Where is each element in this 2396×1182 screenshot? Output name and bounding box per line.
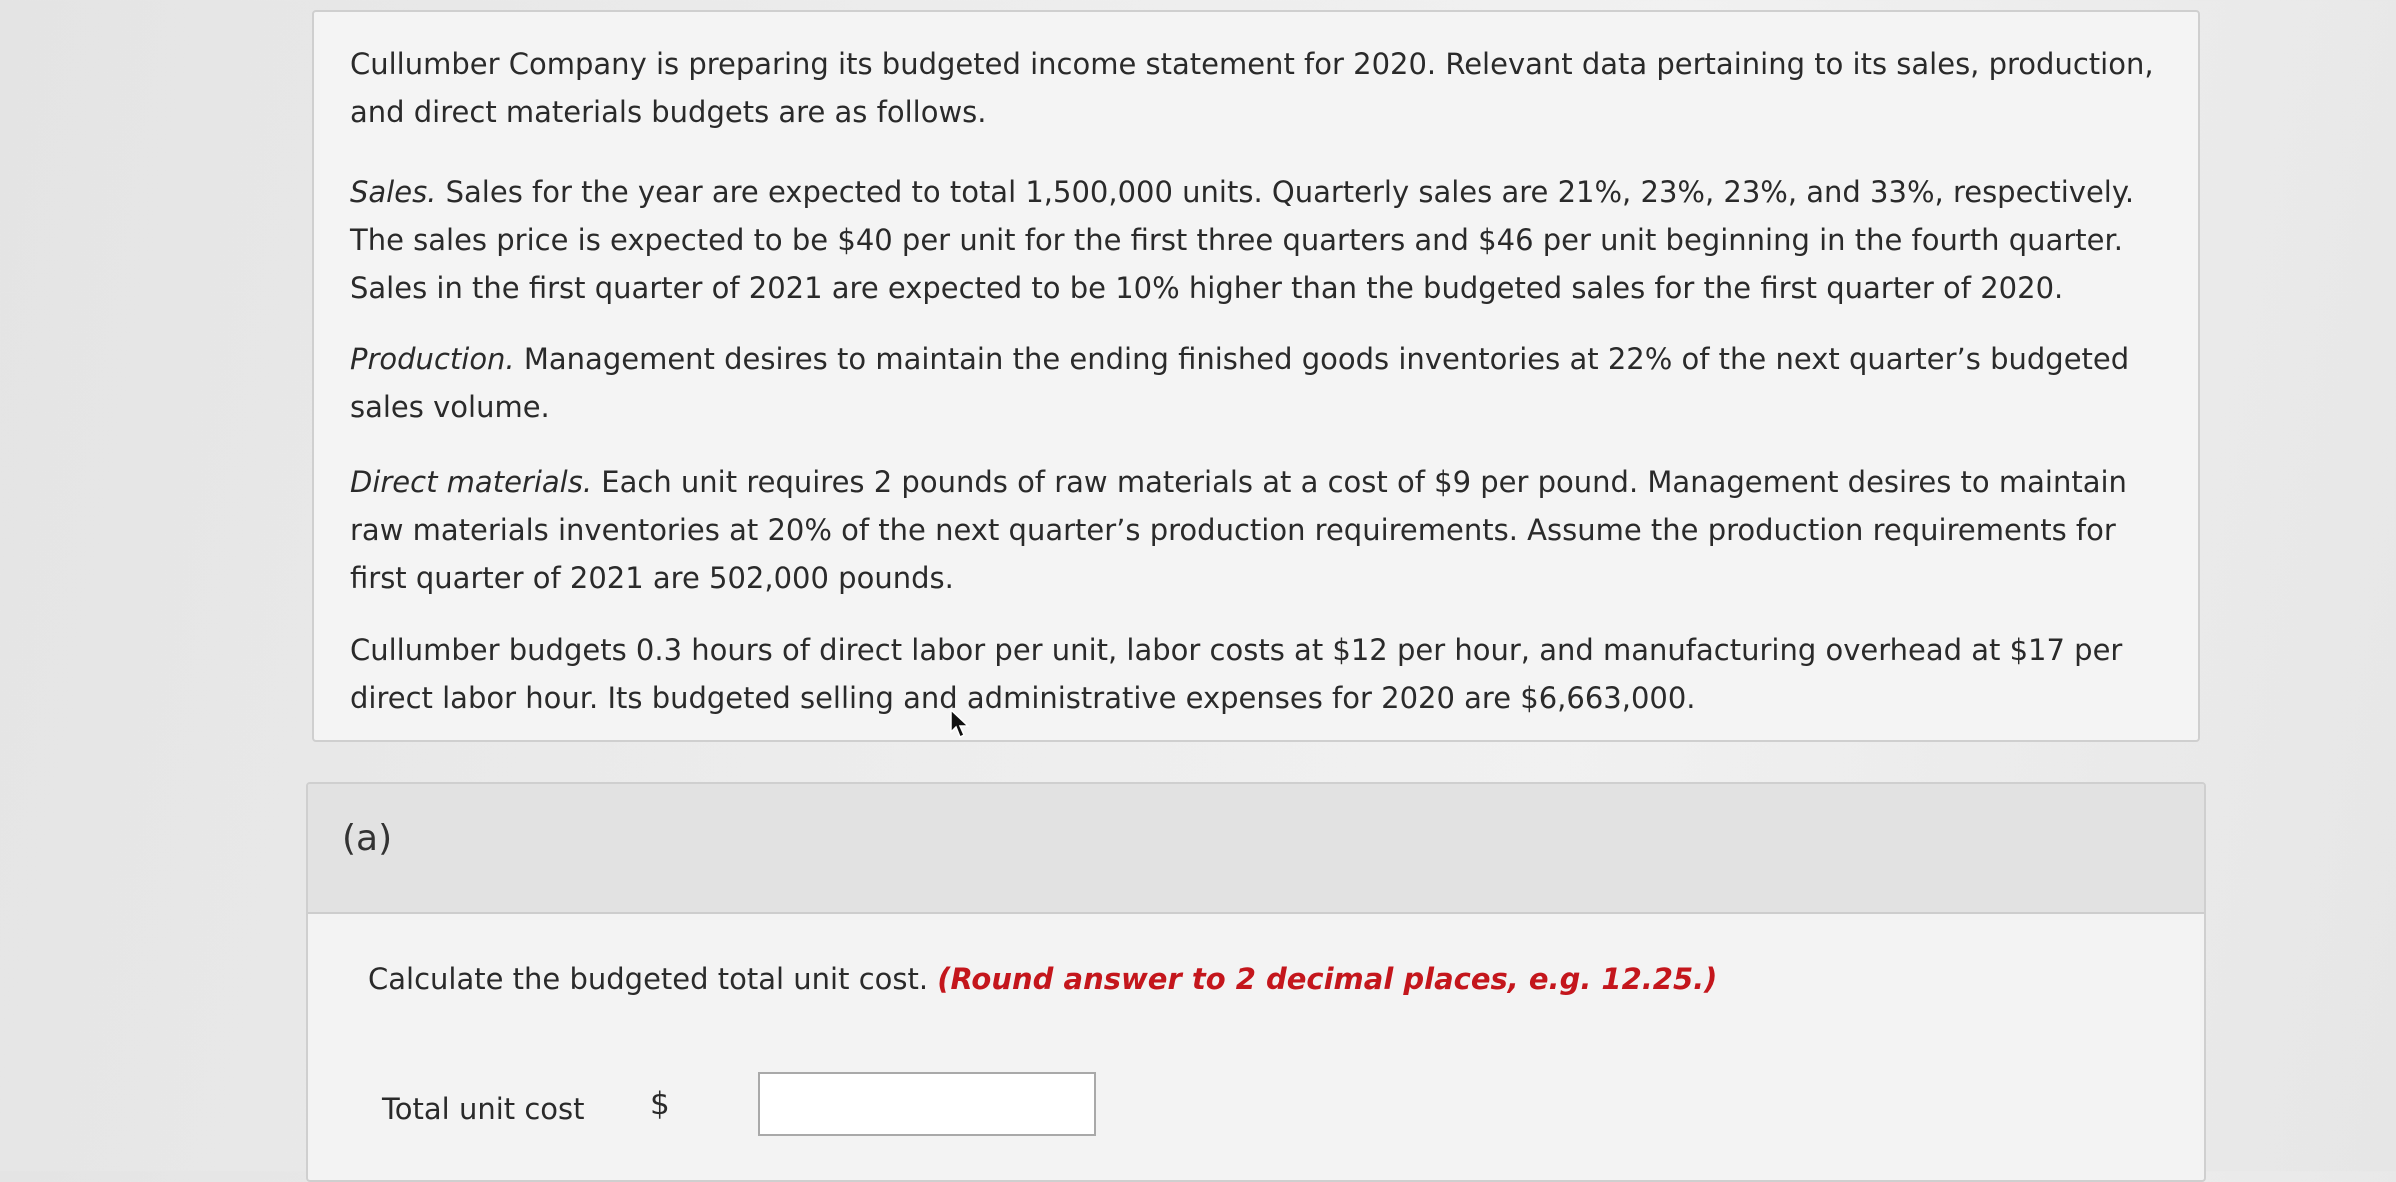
part-a-label: (a): [342, 818, 393, 859]
sales-paragraph: [350, 168, 2160, 312]
problem-intro: Cullumber Company is preparing its budgeted income statement for 2020. Relevant data pertaining to its sales, production, and direct materials budgets are as follows.: [350, 47, 2154, 129]
total-unit-cost-input[interactable]: [758, 1072, 1096, 1136]
dollar-sign: $: [650, 1086, 670, 1122]
total-unit-cost-row: [382, 1072, 1082, 1142]
production-lead: Production.: [350, 342, 515, 376]
direct-materials-paragraph: [350, 458, 2160, 602]
production-paragraph: [350, 335, 2160, 431]
mouse-cursor-icon: [949, 709, 971, 739]
sales-text: Sales for the year are expected to total 1,500,000 units. Quarterly sales are 21%, 23%, 23%, and 33%, respectively. The sales price is expected to be $40 per unit for the first three quarters and $46 per unit beginning in the fourth quarter. Sales in the first quarter of 2021 are expected to be 10% higher than the budgeted sales for the first quarter of 2020.: [350, 175, 2135, 305]
problem-statement-box: [312, 10, 2200, 742]
rounding-hint: (Round answer to 2 decimal places, e.g. 12.25.): [937, 962, 1718, 996]
question-text: Calculate the budgeted total unit cost.: [368, 962, 938, 996]
part-a-header: [308, 784, 2204, 914]
production-text: Management desires to maintain the ending finished goods inventories at 22% of the next quarter’s budgeted sales volume.: [350, 342, 2130, 424]
total-unit-cost-label: Total unit cost: [382, 1092, 585, 1126]
part-a-question: [368, 962, 1717, 996]
direct-materials-text: Each unit requires 2 pounds of raw materials at a cost of $9 per pound. Management desires to maintain raw materials inventories at 20% of the next quarter’s production requirements. Assume the production requirements for first quarter of 2021 are 502,000 pounds.: [350, 465, 2127, 595]
budget-info-paragraph: Cullumber budgets 0.3 hours of direct labor per unit, labor costs at $12 per hour, and manufacturing overhead at $17 per direct labor hour. Its budgeted selling and administrative expenses for 2020 are $6,663,000.: [350, 633, 2123, 715]
part-a-section: [306, 782, 2206, 1182]
direct-materials-lead: Direct materials.: [350, 465, 593, 499]
sales-lead: Sales.: [350, 175, 437, 209]
